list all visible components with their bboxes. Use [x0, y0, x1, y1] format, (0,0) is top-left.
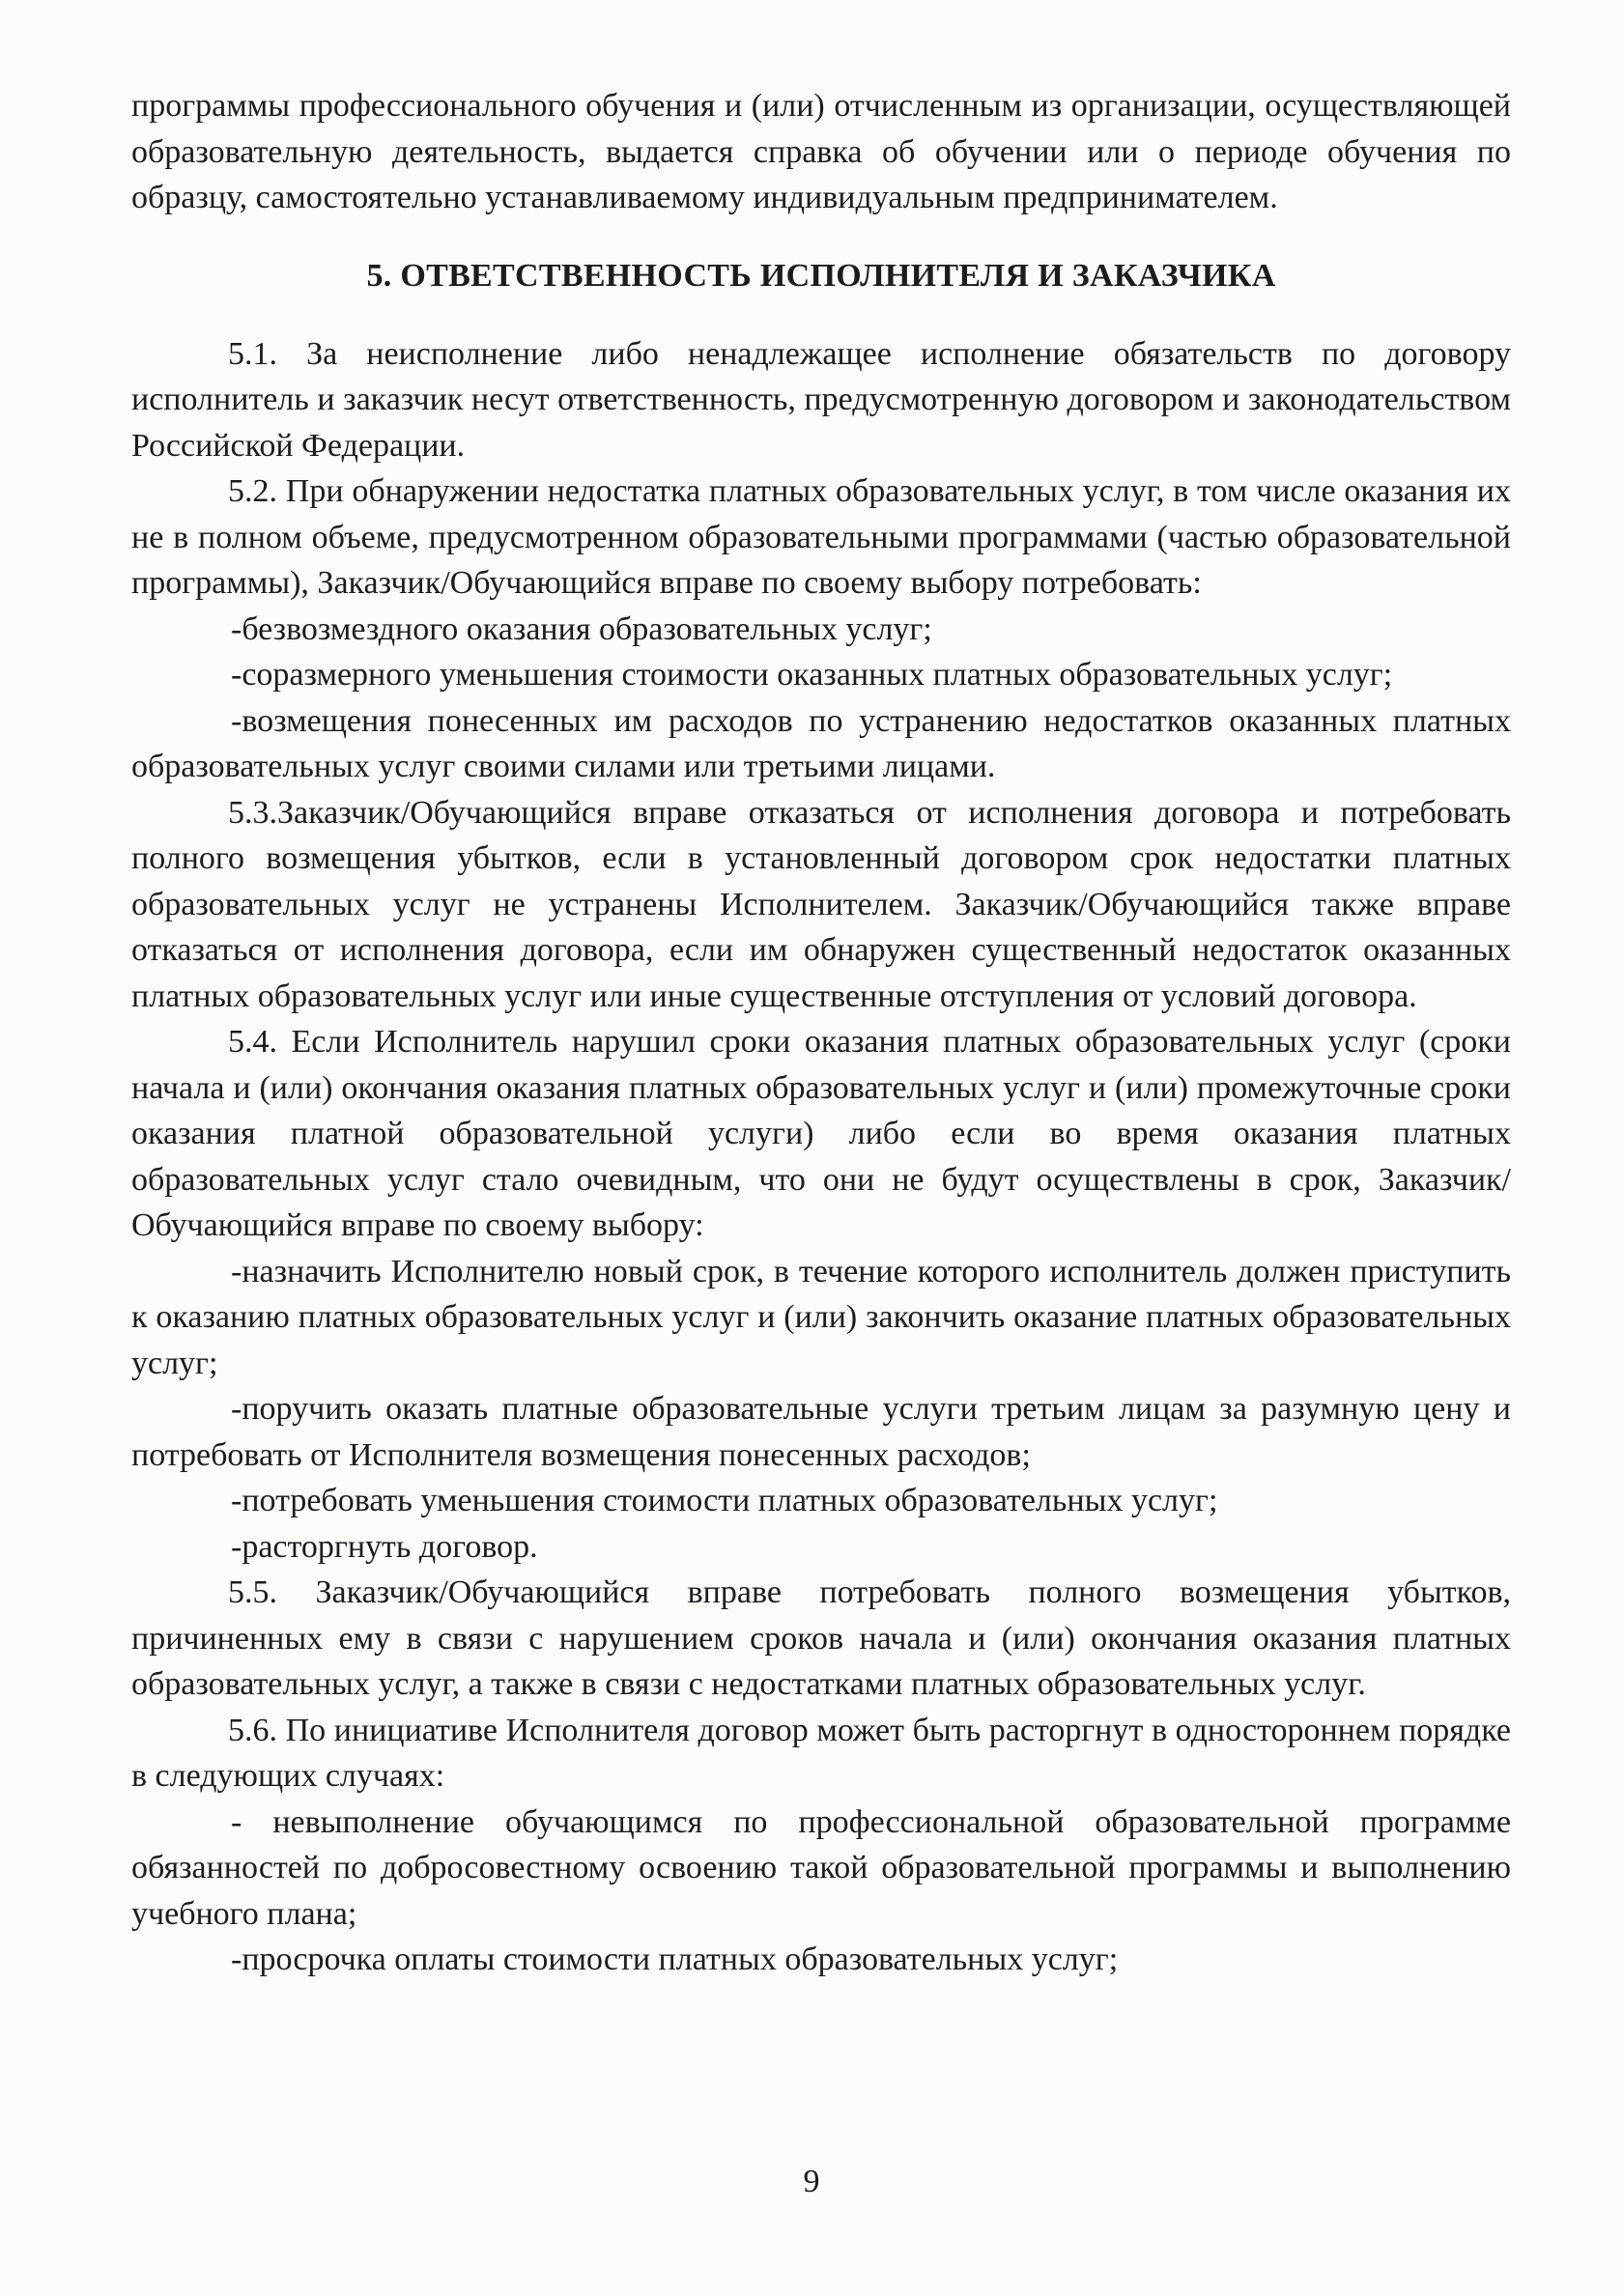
- section-title: 5. ОТВЕТСТВЕННОСТЬ ИСПОЛНИТЕЛЯ И ЗАКАЗЧИКА: [366, 257, 1276, 294]
- list-item: -возмещения понесенных им расходов по устранению недостатков оказанных платных образовательных услуг своими силами или третьими лицами.: [131, 702, 1511, 784]
- list-item: -назначить Исполнителю новый срок, в течение которого исполнитель должен приступить к оказанию платных образовательных услуг и (или) закончить оказание платных образовательных услуг;: [131, 1253, 1511, 1381]
- paragraph-5-5: 5.5. Заказчик/Обучающийся вправе потребовать полного возмещения убытков, причиненных ему в связи с нарушением сроков начала и (или) окончания оказания платных образовательных услуг, а также в связи с недостатками платных образовательных услуг.: [131, 1574, 1511, 1702]
- paragraph-5-3: 5.3.Заказчик/Обучающийся вправе отказаться от исполнения договора и потребовать полного возмещения убытков, если в установленный договором срок недостатки платных образовательных услуг не устранены Исполнителем. Заказчик/Обучающийся также вправе отказаться от исполнения договора, если им обнаружен существенный недостаток оказанных платных образовательных услуг или иные существенные отступления от условий договора.: [131, 794, 1511, 1014]
- paragraph-5-2: 5.2. При обнаружении недостатка платных образовательных услуг, в том числе оказания их не в полном объеме, предусмотренном образовательными программами (частью образовательной программы), Заказчик/Обучающийся вправе по своему выбору потребовать:: [131, 473, 1511, 601]
- list-item: -потребовать уменьшения стоимости платных образовательных услуг;: [231, 1483, 1218, 1518]
- intro-paragraph: программы профессионального обучения и (или) отчисленным из организации, осуществляющей образовательную деятельность, выдается справка об обучении или о периоде обучения по образцу, самостоятельно устанавливаемому индивидуальным предпринимателем.: [131, 88, 1511, 215]
- paragraph-5-4: 5.4. Если Исполнитель нарушил сроки оказания платных образовательных услуг (сроки начала и (или) окончания оказания платных образовательных услуг и (или) промежуточные сроки оказания платной образовательной услуги) либо если во время оказания платных образовательных услуг стало очевидным, что они не будут осуществлены в срок, Заказчик/Обучающийся вправе по своему выбору:: [131, 1024, 1511, 1243]
- list-item: -соразмерного уменьшения стоимости оказанных платных образовательных услуг;: [231, 657, 1393, 693]
- page-number: 9: [803, 2164, 820, 2199]
- list-item: - невыполнение обучающимся по профессиональной образовательной программе обязанностей по добросовестному освоению такой образовательной программы и выполнению учебного плана;: [131, 1803, 1511, 1932]
- list-item: -расторгнуть договор.: [231, 1528, 538, 1565]
- paragraph-5-6: 5.6. По инициативе Исполнителя договор может быть расторгнут в одностороннем порядке в следующих случаях:: [131, 1712, 1511, 1794]
- paragraph-5-1: 5.1. За неисполнение либо ненадлежащее исполнение обязательств по договору исполнитель и заказчик несут ответственность, предусмотренную договором и законодательством Российской Федерации.: [131, 335, 1511, 464]
- list-item: -поручить оказать платные образовательные услуги третьим лицам за разумную цену и потребовать от Исполнителя возмещения понесенных расходов;: [131, 1391, 1511, 1473]
- list-item: -безвозмездного оказания образовательных услуг;: [231, 610, 932, 647]
- list-item: -просрочка оплаты стоимости платных образовательных услуг;: [231, 1942, 1119, 1977]
